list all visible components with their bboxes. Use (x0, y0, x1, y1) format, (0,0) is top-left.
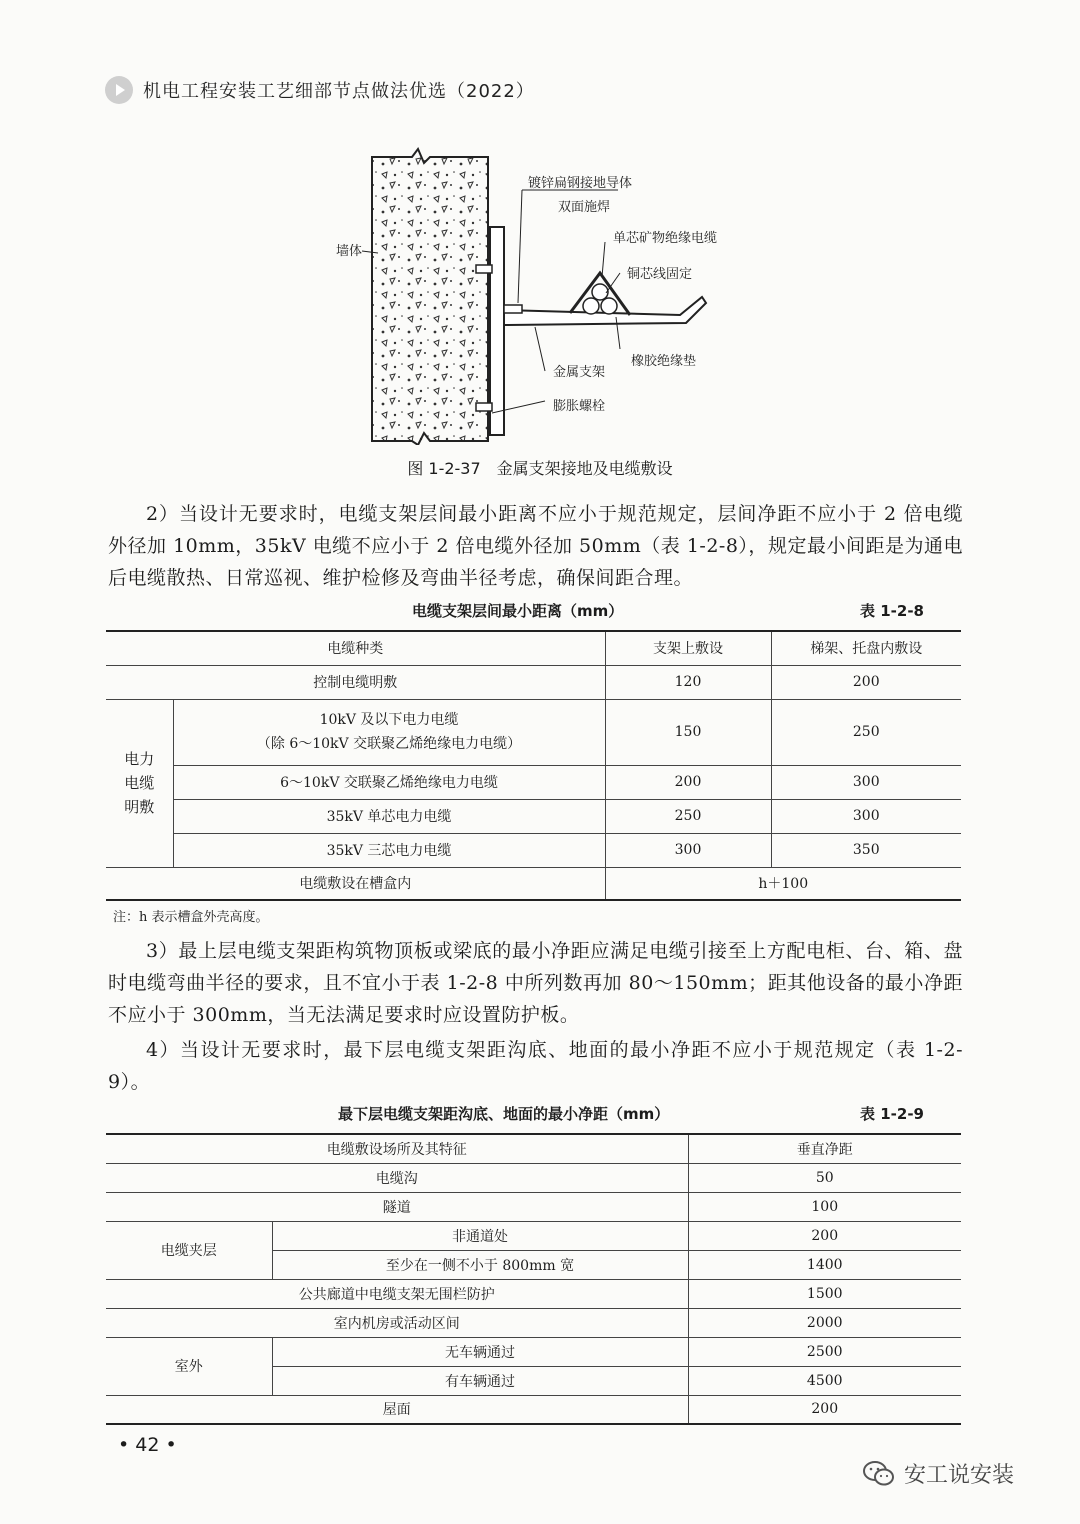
label-ground-conductor: 镀锌扁钢接地导体 (528, 176, 633, 191)
table-row: 控制电缆明敷 120 200 (106, 665, 961, 699)
table1-number: 表 1-2-8 (860, 602, 924, 620)
watermark-text: 安工说安装 (904, 1463, 1015, 1488)
label-double-weld: 双面施焊 (558, 200, 611, 215)
label-metal-bracket: 金属支架 (553, 365, 606, 380)
label-rubber-pad: 橡胶绝缘垫 (631, 354, 697, 369)
cable-core-top (592, 284, 608, 300)
header-cable-type: 电缆种类 (106, 631, 605, 665)
group-label-outdoor: 室外 (106, 1337, 272, 1395)
bracket-diagram (300, 145, 740, 445)
table-row: 有车辆通过 4500 (106, 1366, 961, 1395)
table1-note: 注：h 表示槽盒外壳高度。 (113, 910, 269, 925)
label-mi-cable: 单芯矿物绝缘电缆 (613, 231, 718, 246)
label-anchor-bolt: 膨胀螺栓 (553, 399, 606, 414)
group-label-power-cable: 电力 电缆 明敷 (106, 699, 173, 867)
header-on-bracket: 支架上敷设 (605, 631, 771, 665)
table-row: 隧道 100 (106, 1192, 961, 1221)
table2-title: 最下层电缆支架距沟底、地面的最小净距（mm） (338, 1105, 670, 1123)
label-wall: 墙体 (336, 244, 363, 259)
figure-caption: 图 1-2-37 金属支架接地及电缆敷设 (407, 459, 673, 478)
lower-anchor-bolt (476, 403, 492, 411)
table-row: 屋面 200 (106, 1395, 961, 1424)
page-number: • 42 • (118, 1434, 177, 1456)
paragraph-3: 3）最上层电缆支架距构筑物顶板或梁底的最小净距应满足电缆引接至上方配电柜、台、箱、盘时电缆弯曲半径的要求，且不宜小于表 1-2-8 中所列数再加 80～150mm；距其他设备的最小净距不应小于 300mm，当无法满足要求时应设置防护板。 (108, 940, 963, 1026)
table-row: 公共廊道中电缆支架无围栏防护 1500 (106, 1279, 961, 1308)
header-in-tray: 梯架、托盘内敷设 (771, 631, 961, 665)
weld-spot (504, 305, 522, 313)
paragraph-2: 2）当设计无要求时，电缆支架层间最小距离不应小于规范规定，层间净距不应小于 2 倍电缆外径加 10mm，35kV 电缆不应小于 2 倍电缆外径加 50mm（表 1-2-8），规定最小间距是为通电后电缆散热、日常巡视、维护检修及弯曲半径考虑，确保间距合理。 (108, 503, 963, 589)
cable-core-right (601, 298, 617, 314)
book-title: 机电工程安装工艺细部节点做法优选（2022） (143, 81, 535, 102)
table-row: 室外 无车辆通过 2500 (106, 1337, 961, 1366)
watermark (862, 1458, 1014, 1489)
table-header-row (106, 1134, 961, 1163)
running-header (105, 72, 535, 108)
play-arrow-icon (105, 76, 133, 104)
wall-body (372, 157, 488, 441)
table1-title: 电缆支架层间最小距离（mm） (412, 602, 624, 620)
header-location: 电缆敷设场所及其特征 (106, 1134, 688, 1163)
wechat-icon (862, 1460, 896, 1488)
table-row: 35kV 单芯电力电缆 250 300 (106, 799, 961, 833)
group-label-interlayer: 电缆夹层 (106, 1221, 272, 1279)
table2-number: 表 1-2-9 (860, 1105, 924, 1123)
table-row: 电缆夹层 非通道处 200 (106, 1221, 961, 1250)
table-row: 电缆敷设在槽盒内 h＋100 (106, 867, 961, 900)
paragraph-4: 4）当设计无要求时，最下层电缆支架距沟底、地面的最小净距不应小于规范规定（表 1-2-9）。 (108, 1039, 963, 1093)
table-row: 室内机房或活动区间 2000 (106, 1308, 961, 1337)
table-row: 35kV 三芯电力电缆 300 350 (106, 833, 961, 867)
table-row: 电力 电缆 明敷 10kV 及以下电力电缆 （除 6～10kV 交联聚乙烯绝缘电力电缆） 150 250 (106, 699, 961, 765)
header-clearance: 垂直净距 (688, 1134, 961, 1163)
table-row: 电缆沟 50 (106, 1163, 961, 1192)
cable-core-left (583, 298, 599, 314)
table-row: 至少在一侧不小于 800mm 宽 1400 (106, 1250, 961, 1279)
upper-anchor-bolt (476, 265, 492, 273)
table-1-2-8 (106, 630, 961, 901)
table-header-row (106, 631, 961, 665)
table-1-2-9 (106, 1133, 961, 1425)
table-row: 6～10kV 交联聚乙烯绝缘电力电缆 200 300 (106, 765, 961, 799)
label-copper-fix: 铜芯线固定 (627, 267, 693, 282)
